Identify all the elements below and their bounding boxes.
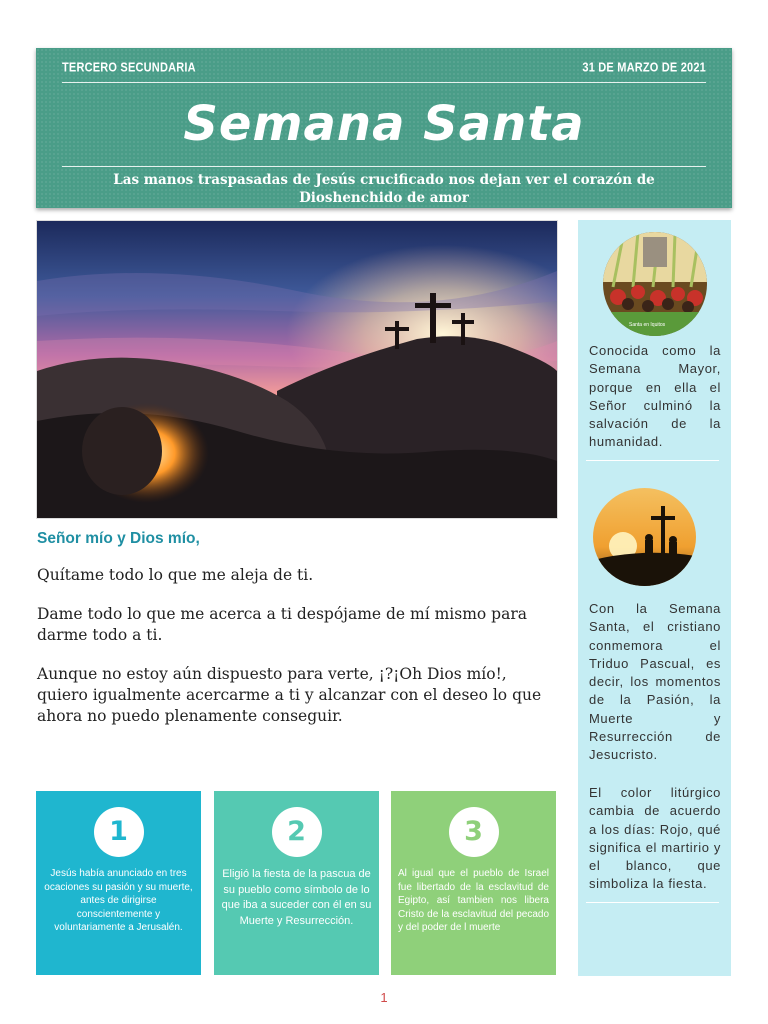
crucifix-silhouette-image [593, 488, 696, 586]
page-title: Semana Santa [183, 96, 585, 152]
sidebar [578, 220, 731, 976]
header-divider-top [62, 82, 706, 83]
date-label: 31 DE MARZO DE 2021 [582, 61, 706, 75]
grade-label: TERCERO SECUNDARIA [62, 61, 196, 75]
info-box-3 [391, 791, 556, 975]
header-banner [36, 48, 732, 208]
crosses-tomb-image [36, 220, 558, 519]
info-box-text: Eligió la fiesta de la pascua de su pueblo como símbolo de lo que iba a suceder con él en su Muerte y Resurrección. [221, 868, 372, 927]
number-badge: 1 [94, 807, 144, 857]
info-box-text: Jesús había anunciado en tres ocaciones su pasión y su muerte, antes de dirigirse conscientemente y voluntariamente a Jerusalén. [44, 868, 193, 933]
number-badge: 2 [272, 807, 322, 857]
number-badge: 3 [449, 807, 499, 857]
palm-crowd-image [603, 232, 707, 336]
prayer-paragraph: Quítame todo lo que me aleja de ti. [37, 566, 314, 584]
info-box-text: Al igual que el pueblo de Israel fue libertado de la esclavitud de Egipto, así tambien nos libera Cristo de la esclavitud del pecado y del poder de l muerte [398, 868, 549, 933]
prayer-paragraph: Aunque no estoy aún dispuesto para verte, ¡?¡Oh Dios mío!, quiero igualmente acercarme a ti y alcanzar con el deseo lo que ahora no puedo plenamente conseguir. [37, 665, 542, 725]
header-divider-bottom [62, 166, 706, 167]
sidebar-text-2: Con la Semana Santa, el cristiano conmemora el Triduo Pascual, es decir, los momentos de la Pasión, la Muerte y Resurrección de Jesucristo. [589, 601, 721, 763]
info-box-2 [214, 791, 379, 975]
sidebar-divider [586, 902, 719, 903]
page-number: 1 [380, 990, 388, 1005]
sidebar-text-1: Conocida como la Semana Mayor, porque en ella el Señor culminó la salvación de la humanidad. [589, 343, 721, 450]
prayer-body [37, 565, 552, 745]
prayer-heading: Señor mío y Dios mío, [37, 530, 200, 547]
sidebar-text-3: El color litúrgico cambia de acuerdo a los días: Rojo, qué significa el martirio y el blanco, que simboliza la fiesta. [589, 785, 721, 892]
info-box-1 [36, 791, 201, 975]
prayer-paragraph: Dame todo lo que me acerca a ti despójame de mí mismo para darme todo a ti. [37, 605, 527, 644]
page-subtitle: Las manos traspasadas de Jesús crucificado nos dejan ver el corazón de Dioshenchido de amor [113, 172, 655, 206]
sidebar-divider [586, 460, 719, 461]
image-watermark: Santa en Iquitos [629, 322, 666, 328]
